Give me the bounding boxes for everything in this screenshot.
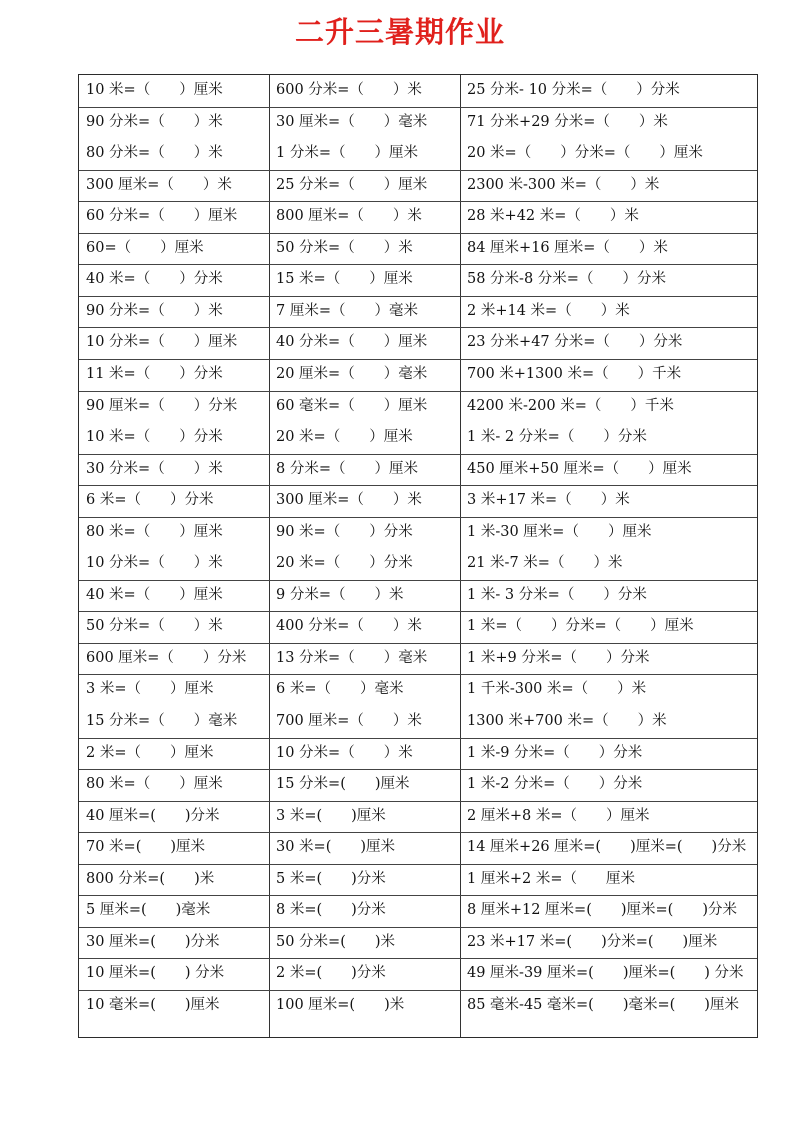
problem-cell — [269, 801, 460, 833]
conversion-problem: 20 米=（ ）厘米 — [276, 429, 413, 446]
conversion-problem: 14 厘米+26 厘米=( )厘米=( )分米 — [467, 839, 747, 856]
problem-cell — [460, 201, 759, 233]
conversion-problem: 10 厘米=( ) 分米 — [86, 965, 225, 982]
conversion-problem: 60=（ ）厘米 — [86, 239, 204, 256]
problem-cell — [460, 580, 759, 612]
problem-cell — [79, 454, 269, 486]
conversion-problem: 1 米-2 分米=（ ）分米 — [467, 776, 643, 793]
conversion-problem: 60 毫米=（ ）厘米 — [276, 397, 428, 414]
conversion-problem: 100 厘米=( )米 — [276, 996, 405, 1013]
problem-cell — [269, 201, 460, 233]
problem-cell — [79, 517, 269, 580]
page-title: 二升三暑期作业 — [294, 15, 505, 49]
problem-cell — [460, 75, 759, 107]
conversion-problem: 11 米=（ ）分米 — [86, 365, 223, 382]
conversion-problem: 300 厘米=（ ）米 — [276, 492, 422, 509]
conversion-problem: 40 米=（ ）分米 — [86, 271, 223, 288]
conversion-problem: 1 米- 3 分米=（ ）分米 — [467, 586, 647, 603]
conversion-problem: 10 分米=（ ）米 — [276, 744, 413, 761]
problem-cell — [79, 485, 269, 517]
problem-cell — [460, 517, 759, 580]
conversion-problem: 8 米=( )分米 — [276, 902, 386, 919]
conversion-problem: 58 分米-8 分米=（ ）分米 — [467, 271, 666, 288]
conversion-problem: 600 厘米=（ ）分米 — [86, 649, 247, 666]
conversion-problem: 90 分米=（ ）米 — [86, 302, 223, 319]
problem-cell — [269, 327, 460, 359]
problem-cell — [79, 296, 269, 328]
conversion-problem: 1 米=（ ）分米=（ ）厘米 — [467, 618, 694, 635]
problem-cell — [460, 359, 759, 391]
conversion-problem: 60 分米=（ ）厘米 — [86, 208, 238, 225]
problem-cell — [269, 674, 460, 737]
conversion-problem: 23 米+17 米=( )分米=( )厘米 — [467, 933, 718, 950]
problem-cell — [269, 864, 460, 896]
problem-cell — [460, 958, 759, 990]
problem-cell — [460, 864, 759, 896]
problem-cell — [79, 201, 269, 233]
conversion-problem: 9 分米=（ ）米 — [276, 586, 404, 603]
conversion-problem: 28 米+42 米=（ ）米 — [467, 208, 639, 225]
problem-cell — [79, 895, 269, 927]
problem-cell — [460, 895, 759, 927]
problem-cell — [269, 580, 460, 612]
conversion-problem: 10 分米=（ ）米 — [86, 555, 223, 572]
conversion-problem: 600 分米=（ ）米 — [276, 82, 422, 98]
problem-cell — [460, 643, 759, 675]
conversion-problem: 7 厘米=（ ）毫米 — [276, 302, 418, 319]
conversion-problem: 84 厘米+16 厘米=（ ）米 — [467, 239, 668, 256]
problem-cell — [269, 895, 460, 927]
problem-cell — [79, 990, 269, 1022]
conversion-problem: 2 厘米+8 米=（ ）厘米 — [467, 807, 650, 824]
problem-cell — [269, 264, 460, 296]
conversion-problem: 25 分米- 10 分米=（ ）分米 — [467, 82, 680, 98]
conversion-problem: 1 千米-300 米=（ ）米 — [467, 681, 647, 698]
problem-cell — [79, 832, 269, 864]
conversion-problem: 30 厘米=（ ）毫米 — [276, 113, 428, 130]
problem-cell — [460, 738, 759, 770]
problem-cell — [79, 927, 269, 959]
conversion-problem: 50 分米=（ ）米 — [276, 239, 413, 256]
problem-cell — [460, 990, 759, 1022]
problem-cell — [460, 233, 759, 265]
conversion-problem: 3 米+17 米=（ ）米 — [467, 492, 630, 509]
conversion-problem: 90 米=（ ）分米 — [276, 523, 413, 540]
conversion-problem: 30 分米=（ ）米 — [86, 460, 223, 477]
problem-cell — [269, 107, 460, 170]
conversion-problem: 30 米=( )厘米 — [276, 839, 396, 856]
conversion-problem: 40 米=（ ）厘米 — [86, 586, 223, 603]
conversion-problem: 6 米=（ ）分米 — [86, 492, 214, 509]
conversion-problem: 1 米+9 分米=（ ）分米 — [467, 649, 650, 666]
conversion-problem: 20 米=（ ）分米=（ ）厘米 — [467, 145, 703, 162]
problem-cell — [460, 170, 759, 202]
conversion-problem: 23 分米+47 分米=（ ）分米 — [467, 334, 683, 351]
problem-cell — [269, 958, 460, 990]
problem-cell — [269, 296, 460, 328]
problem-cell — [460, 769, 759, 801]
problem-cell — [79, 233, 269, 265]
problem-cell — [79, 864, 269, 896]
problem-cell — [79, 958, 269, 990]
conversion-problem: 90 分米=（ ）米 — [86, 113, 223, 130]
problem-cell — [460, 107, 759, 170]
conversion-problem: 15 米=（ ）厘米 — [276, 271, 413, 288]
conversion-problem: 13 分米=（ ）毫米 — [276, 649, 428, 666]
exercise-table — [78, 74, 758, 1038]
conversion-problem: 700 米+1300 米=（ ）千米 — [467, 365, 682, 382]
problem-cell — [460, 832, 759, 864]
conversion-problem: 90 厘米=（ ）分米 — [86, 397, 238, 414]
problem-cell — [269, 769, 460, 801]
conversion-problem: 300 厘米=（ ）米 — [86, 176, 232, 193]
conversion-problem: 700 厘米=（ ）米 — [276, 712, 422, 729]
problem-cell — [269, 611, 460, 643]
problem-cell — [79, 170, 269, 202]
problem-cell — [460, 264, 759, 296]
problem-cell — [460, 391, 759, 454]
problem-cell — [269, 391, 460, 454]
conversion-problem: 1 分米=（ ）厘米 — [276, 145, 418, 162]
conversion-problem: 3 米=( )厘米 — [276, 807, 386, 824]
problem-cell — [79, 107, 269, 170]
conversion-problem: 8 分米=（ ）厘米 — [276, 460, 418, 477]
conversion-problem: 5 厘米=( )毫米 — [86, 902, 211, 919]
conversion-problem: 80 分米=（ ）米 — [86, 145, 223, 162]
problem-cell — [269, 738, 460, 770]
problem-cell — [79, 75, 269, 107]
conversion-problem: 71 分米+29 分米=（ ）米 — [467, 113, 668, 130]
conversion-problem: 15 分米=（ ）毫米 — [86, 712, 238, 729]
problem-cell — [269, 832, 460, 864]
problem-cell — [269, 170, 460, 202]
problem-cell — [79, 359, 269, 391]
conversion-problem: 4200 米-200 米=（ ）千米 — [467, 397, 674, 414]
conversion-problem: 800 厘米=（ ）米 — [276, 208, 422, 225]
problem-cell — [269, 233, 460, 265]
conversion-problem: 2 米=（ ）厘米 — [86, 744, 214, 761]
problem-cell — [79, 391, 269, 454]
problem-cell — [269, 359, 460, 391]
problem-cell — [269, 75, 460, 107]
conversion-problem: 50 分米=( )米 — [276, 933, 396, 950]
conversion-problem: 20 米=（ ）分米 — [276, 555, 413, 572]
problem-cell — [460, 927, 759, 959]
problem-cell — [79, 611, 269, 643]
problem-cell — [460, 296, 759, 328]
conversion-problem: 400 分米=（ ）米 — [276, 618, 422, 635]
conversion-problem: 50 分米=（ ）米 — [86, 618, 223, 635]
problem-cell — [460, 611, 759, 643]
problem-cell — [269, 643, 460, 675]
conversion-problem: 1 米- 2 分米=（ ）分米 — [467, 429, 647, 446]
conversion-problem: 25 分米=（ ）厘米 — [276, 176, 428, 193]
conversion-problem: 30 厘米=( )分米 — [86, 933, 220, 950]
problem-cell — [269, 454, 460, 486]
problem-cell — [79, 801, 269, 833]
conversion-problem: 800 分米=( )米 — [86, 870, 215, 887]
problem-cell — [460, 801, 759, 833]
conversion-problem: 40 厘米=( )分米 — [86, 807, 220, 824]
conversion-problem: 10 米=（ ）分米 — [86, 429, 223, 446]
problem-cell — [269, 517, 460, 580]
problem-cell — [269, 485, 460, 517]
problem-cell — [460, 327, 759, 359]
conversion-problem: 49 厘米-39 厘米=( )厘米=( ) 分米 — [467, 965, 744, 982]
conversion-problem: 10 米=（ ）厘米 — [86, 82, 223, 98]
problem-cell — [269, 927, 460, 959]
conversion-problem: 85 毫米-45 毫米=( )毫米=( )厘米 — [467, 996, 739, 1013]
problem-cell — [79, 674, 269, 737]
conversion-problem: 2300 米-300 米=（ ）米 — [467, 176, 660, 193]
conversion-problem: 10 分米=（ ）厘米 — [86, 334, 238, 351]
conversion-problem: 8 厘米+12 厘米=( )厘米=( )分米 — [467, 902, 737, 919]
problem-cell — [79, 580, 269, 612]
problem-cell — [460, 454, 759, 486]
conversion-problem: 450 厘米+50 厘米=（ ）厘米 — [467, 460, 692, 477]
problem-cell — [79, 769, 269, 801]
problem-cell — [269, 990, 460, 1022]
conversion-problem: 15 分米=( )厘米 — [276, 776, 410, 793]
problem-cell — [79, 738, 269, 770]
conversion-problem: 2 米+14 米=（ ）米 — [467, 302, 630, 319]
problem-cell — [460, 485, 759, 517]
conversion-problem: 70 米=( )厘米 — [86, 839, 206, 856]
conversion-problem: 6 米=（ ）毫米 — [276, 681, 404, 698]
problem-cell — [79, 643, 269, 675]
conversion-problem: 1300 米+700 米=（ ）米 — [467, 712, 667, 729]
conversion-problem: 2 米=( )分米 — [276, 965, 386, 982]
conversion-problem: 3 米=（ ）厘米 — [86, 681, 214, 698]
conversion-problem: 1 米-9 分米=（ ）分米 — [467, 744, 643, 761]
problem-cell — [79, 264, 269, 296]
conversion-problem: 1 厘米+2 米=（ 厘米 — [467, 870, 635, 887]
conversion-problem: 20 厘米=（ ）毫米 — [276, 365, 428, 382]
conversion-problem: 40 分米=（ ）厘米 — [276, 334, 428, 351]
conversion-problem: 21 米-7 米=（ ）米 — [467, 555, 623, 572]
conversion-problem: 80 米=（ ）厘米 — [86, 523, 223, 540]
conversion-problem: 1 米-30 厘米=（ ）厘米 — [467, 523, 652, 540]
conversion-problem: 80 米=（ ）厘米 — [86, 776, 223, 793]
conversion-problem: 10 毫米=( )厘米 — [86, 996, 220, 1013]
problem-cell — [79, 327, 269, 359]
conversion-problem: 5 米=( )分米 — [276, 870, 386, 887]
problem-cell — [460, 674, 759, 737]
